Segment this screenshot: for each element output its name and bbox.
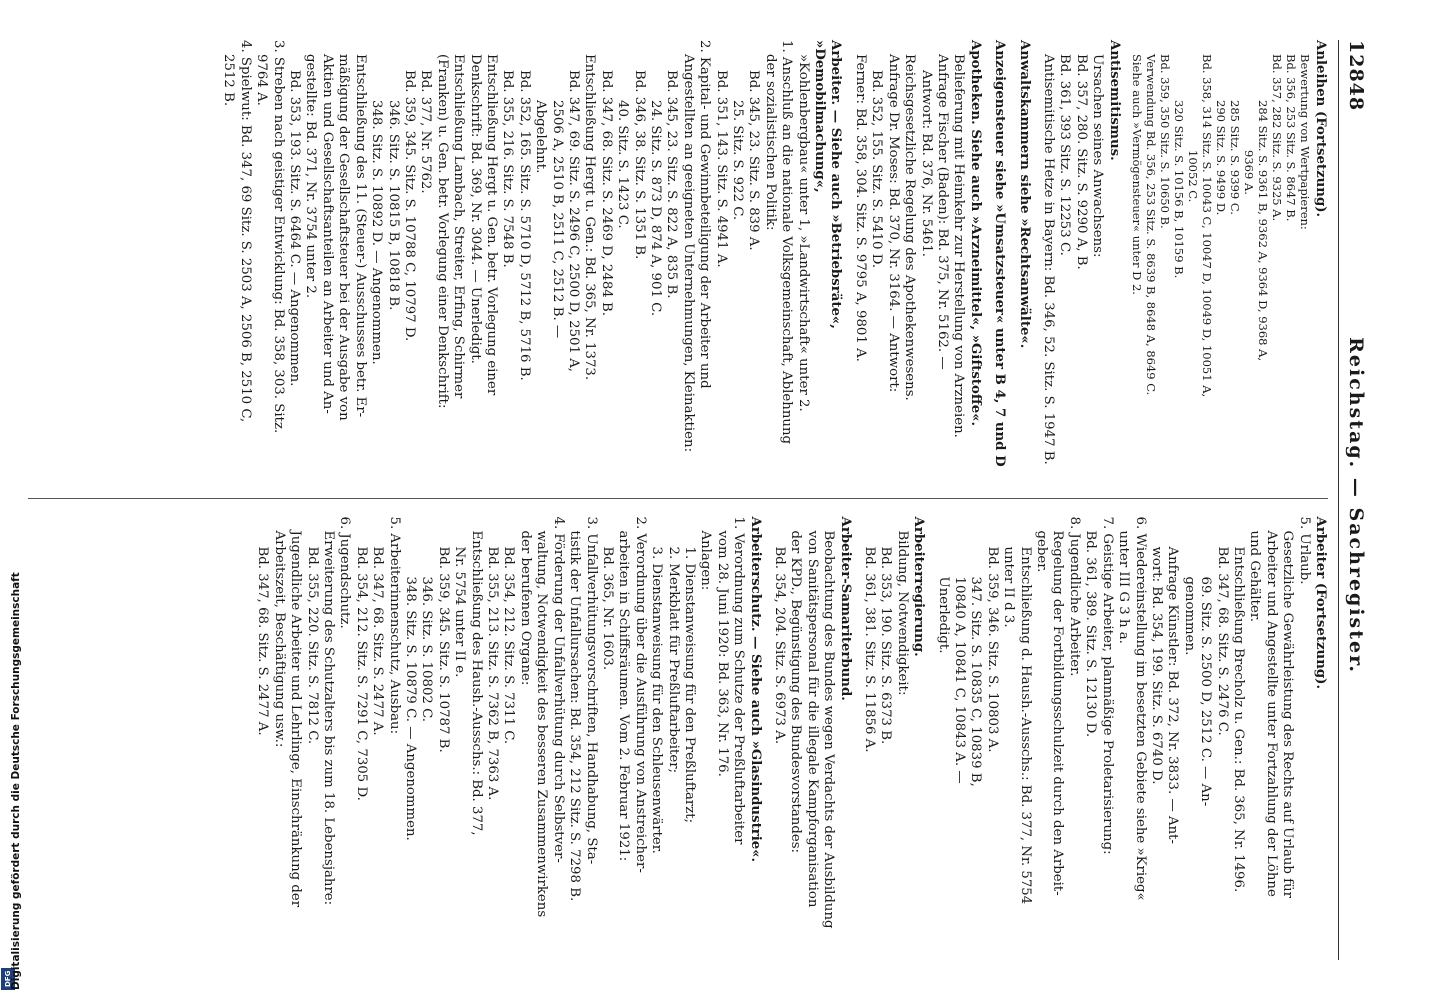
entry-line: Unerledigt.: [935, 576, 951, 654]
entry-line: 2506 A, 2510 B, 2511 C, 2512 B. —: [549, 100, 565, 339]
entry-line: tistik der Unfallursachen: Bd. 354, 212 Sitz. S. 7298 B.: [567, 530, 583, 902]
entry-line: Bd. 361, 389. Sitz. S. 12130 D.: [1083, 530, 1099, 738]
entry-line: der KPD., Begünstigung des Bundesvorstandes:: [788, 530, 804, 854]
entry-line: Regelung der Fortbildungsschulzeit durch den Arbeit-: [1050, 530, 1066, 896]
entry-line: geber.: [1034, 530, 1050, 573]
entry-line: 1. Dienstanweisung für den Preßluftarzt;: [681, 546, 697, 824]
entry-line: Bd. 347, 68. Sitz. S. 2476 C.: [1214, 546, 1230, 736]
entry-line: Entschließung Hergt u. Gen.: Bd. 365, Nr. 1373.: [582, 54, 598, 381]
entry-line: 8. Jugendliche Arbeiter.: [1066, 516, 1082, 677]
entry-line: 5. Arbeiterinnenschutz, Ausbau:: [386, 516, 402, 735]
entry-line: Jugendliche Arbeiter und Lehrlinge, Einschränkung der: [288, 530, 304, 908]
entry-heading: Apotheken. Siehe auch »Arzneimittel«, »Giftstoffe«.: [967, 40, 983, 427]
entry-line: Bd. 354, 212. Sitz. S. 7291 C, 7305 D.: [353, 546, 369, 801]
entry-line: Bd. 357, 280. Sitz. S. 9290 A, B.: [1073, 54, 1089, 270]
entry-line: 346. Sitz. S. 10815 B, 10818 B.: [385, 100, 401, 311]
entry-line: Bd. 365, Nr. 1603.: [599, 546, 615, 671]
entry-line: 69. Sitz. S. 2500 D, 2512 C. — An-: [1198, 576, 1214, 807]
entry-line: unter II d 3.: [1001, 546, 1017, 628]
entry-line: 2. Kapital- und Gewinnbeteiligung der Arbeiter und: [697, 40, 713, 389]
entry-line: 9369 A.: [1241, 150, 1256, 195]
digitization-credit: Digitalisierung gefördert durch die Deutsche Forschungsgemeinschaft: [10, 572, 22, 990]
entry-line: Anfrage Künstler: Bd. 372, Nr. 3833. — Ant-: [1165, 546, 1181, 844]
entry-line: genommen.: [1181, 576, 1197, 656]
entry-line: gestellte: Bd. 371, Nr. 3754 unter 2.: [303, 54, 319, 299]
entry-line: Bd. 353, 193. Sitz. S. 6464 C. — Angenommen.: [287, 70, 303, 387]
entry-line: 284 Sitz. S. 9361 B, 9362 A, 9364 D, 9368 A,: [1255, 100, 1270, 362]
entry-line: Bd. 359, 345. Sitz. S. 10787 B.: [435, 546, 451, 753]
entry-line: mäßigung der Gesellschaftsteuer bei der Ausgabe von: [336, 54, 352, 421]
entry-line: 290 Sitz. S. 9499 D.: [1213, 100, 1228, 216]
entry-line: Ferner: Bd. 358, 304. Sitz. S. 9795 A, 9801 A.: [852, 54, 868, 362]
entry-line: Anlagen:: [698, 530, 714, 591]
entry-line: Bd. 359, 350 Sitz. S. 10650 B.: [1157, 54, 1172, 229]
entry-line: Entschließung Hergt u. Gen. betr. Vorlegung einer: [483, 54, 499, 396]
entry-line: Entschließung Lambach, Streiter, Erfing, Schirmer: [451, 54, 467, 399]
entry-line: Aktien und Gesellschaftsanteilen an Arbeiter und An-: [319, 54, 335, 414]
entry-line: wort: Bd. 354, 199. Sitz. S. 6740 D.: [1148, 546, 1164, 785]
entry-line: Antwort: Bd. 376, Nr. 5461.: [918, 70, 934, 257]
entry-line: 2512 B.: [221, 54, 237, 107]
entry-line: Bd. 347, 68. Sitz. S. 2477 A.: [370, 546, 386, 736]
right-column: [28, 517, 1328, 961]
entry-line: Nr. 5754 unter II e.: [452, 546, 468, 678]
entry-line: 6. Wiedereinstellung im besetzten Gebiete siehe »Krieg«: [1132, 516, 1148, 901]
entry-line: 4. Förderung der Unfallverhütung durch Selbstver-: [550, 516, 566, 863]
entry-line: 346. Sitz. S. 10802 C.: [419, 576, 435, 723]
entry-line: 25. Sitz. S. 922 C.: [730, 100, 746, 221]
entry-line: 2. Merkblatt für Preßluftarbeiter;: [665, 546, 681, 774]
entry-line: Entschließung des Haush.-Ausschs.: Bd. 377,: [468, 530, 484, 836]
entry-line: 9764 A.: [254, 54, 270, 106]
entry-line: Bd. 355, 220. Sitz. S. 7812 C.: [304, 546, 320, 745]
entry-line: unter III G 3 h a.: [1116, 530, 1132, 644]
entry-heading: Anleihen (Fortsetzung).: [1313, 40, 1328, 218]
entry-heading: Arbeiter (Fortsetzung).: [1313, 516, 1328, 690]
entry-line: 3. Unfallverhütungsvorschriften, Handhabung, Sta-: [583, 516, 599, 865]
entry-line: 1. Verordnung zum Schutze der Preßluftarbeiter: [731, 516, 747, 845]
entry-line: von Sanitätspersonal für die illegale Kampforganisation: [804, 530, 820, 908]
entry-line: Bd. 354, 204. Sitz. S. 6973 A.: [772, 546, 787, 745]
left-column: [28, 40, 1328, 499]
entry-line: der berufenen Organe:: [517, 530, 533, 686]
entry-line: Bd. 356, 253 Sitz. S. 8647 B.: [1283, 54, 1298, 222]
entry-line: Anfrage Dr. Moses: Bd. 370, Nr. 3164. — Antwort:: [885, 54, 901, 393]
entry-line: Belieferung mit Heimkehr zur Herstellung von Arzneien.: [951, 54, 967, 438]
entry-line: Beobachtung des Bundes wegen Verdachts der Ausbildung: [821, 530, 837, 929]
entry-line: Bewertung von Wertpapieren:: [1297, 54, 1312, 230]
entry-heading: Arbeiterregierung.: [911, 516, 927, 657]
entry-line: Entschließung d. Haush.-Ausschs.: Bd. 377, Nr. 5754: [1017, 546, 1033, 905]
entry-line: Verwendung Bd. 356, 253 Sitz. S. 8639 B, 8648 A, 8649 C.: [1143, 54, 1158, 396]
entry-line: Bd. 359, 345. Sitz. S. 10788 C, 10797 D.: [401, 70, 417, 342]
entry-heading: Arbeiterschutz. — Siehe auch »Glasindustrie«.: [747, 516, 763, 863]
entry-line: Anfrage Fischer (Baden): Bd. 375, Nr. 5162. —: [934, 54, 950, 370]
entry-line: [844, 40, 852, 484]
entry-line: 7. Geistige Arbeiter, planmäßige Proletarisierung:: [1099, 516, 1115, 855]
entry-line: Bd. 351, 143. Sitz. S. 4941 A.: [713, 70, 729, 268]
entry-line: [1122, 40, 1130, 484]
entry-line: Bd. 353, 190. Sitz. S. 6373 B.: [878, 546, 894, 745]
entry-line: Antisemitische Hetze in Bayern: Bd. 346, 52. Sitz. S. 1947 B.: [1040, 54, 1056, 465]
entry-line: 5. Urlaub.: [1296, 516, 1312, 585]
entry-line: vom 28. Juni 1920: Bd. 363, Nr. 176.: [714, 530, 730, 777]
entry-line: Bd. 355, 213. Sitz. S. 7362 B, 7363 A.: [485, 546, 501, 801]
entry-line: (Franken) u. Gen. betr. Vorlegung einer Denkschrift:: [434, 54, 450, 409]
entry-line: Ursachen seines Anwachsens:: [1090, 54, 1106, 258]
entry-line: [853, 517, 861, 961]
entry-line: 24. Sitz. S. 873 D, 874 A, 901 C.: [648, 100, 664, 317]
entry-line: waltung, Notwendigkeit des besseren Zusammenwirkens: [534, 530, 550, 918]
entry-line: und Gehälter.: [1247, 530, 1263, 622]
entry-line: Bd. 345, 23. Sitz. S. 822 A, 835 B.: [664, 70, 680, 299]
entry-line: Arbeiter und Angestellte unter Fortzahlung der Löhne: [1263, 530, 1279, 897]
entry-line: Arbeitszeit, Beschäftigung usw.:: [271, 530, 287, 748]
entry-line: 320 Sitz. S. 10156 B, 10159 B.: [1171, 100, 1186, 279]
columns: [28, 40, 1328, 960]
entry-line: Entschließung des 11. (Steuer-) Ausschusses betr. Er-: [352, 54, 368, 418]
entry-heading: Anzeigensteuer siehe »Umsatzsteuer« unter B 4, 7 und D: [992, 40, 1008, 467]
entry-line: Entschließung Brecholz u. Gen.: Bd. 365, Nr. 1496.: [1230, 546, 1246, 893]
entry-line: Bd. 347, 68. Sitz. S. 2477 A.: [255, 546, 271, 736]
page-header: [1338, 40, 1367, 960]
entry-line: Gesetzliche Gewährleistung des Rechts auf Urlaub für: [1280, 530, 1296, 899]
entry-line: der sozialistischen Politik:: [762, 54, 778, 231]
entry-line: Bd. 361, 393 Sitz. S. 12253 C.: [1057, 54, 1073, 256]
entry-line: Angestellten an geeigneten Unternehmungen, Kleinaktien:: [680, 54, 696, 453]
entry-line: [1032, 40, 1040, 484]
entry-line: Bd. 346, 38. Sitz. S. 1351 B.: [631, 70, 647, 260]
entry-heading: Arbeiter. — Siehe auch »Betriebsräte«, »Demobilmachung«,: [812, 40, 844, 334]
entry-line: [1007, 40, 1015, 484]
entry-line: Bd. 354, 212. Sitz. S. 7311 C.: [501, 546, 517, 745]
entry-line: 1. Anschluß an die nationale Volksgemeinschaft, Ablehnung: [779, 40, 795, 445]
entry-line: Siehe auch »Vermögensteuer« unter D 2.: [1129, 54, 1144, 295]
entry-line: Bd. 345, 23. Sitz. S. 839 A.: [746, 70, 762, 251]
entry-line: Bd. 355, 216. Sitz. S. 7548 B.: [500, 70, 516, 268]
entry-line: Erweiterung des Schutzalters bis zum 18. Lebensjahre:: [321, 530, 337, 906]
entry-line: Reichsgesetzliche Regelung des Apothekenwesens.: [902, 54, 918, 401]
entry-line: Bd. 357, 282 Sitz. S. 9325 A.: [1269, 54, 1284, 222]
entry-line: Bd. 347, 68. Sitz. S. 2469 D, 2484 B.: [598, 70, 614, 316]
entry-line: 348. Sitz. S. 10892 D. — Angenommen.: [369, 100, 385, 365]
entry-line: 10840 A, 10841 C, 10843 A. —: [952, 576, 968, 784]
entry-line: Bd. 347, 69. Sitz. S. 2496 C, 2500 D, 2501 A,: [566, 70, 581, 373]
entry-heading: Arbeiter-Samariterbund.: [837, 516, 853, 701]
entry-line: Denkschrift: Bd. 369, Nr. 3044. — Unerledigt.: [467, 54, 483, 364]
entry-line: Bildung, Notwendigkeit:: [894, 530, 910, 696]
entry-line: 4. Spielwut: Bd. 347, 69 Sitz. S. 2503 A, 2506 B, 2510 C,: [237, 40, 253, 423]
entry-line: [983, 40, 991, 484]
entry-line: [763, 517, 771, 961]
dfg-logo: DFG: [1, 968, 15, 990]
entry-line: 347. Sitz. S. 10835 C, 10839 B,: [968, 576, 984, 787]
entry-heading: Antisemitismus.: [1106, 40, 1122, 161]
entry-line: 3. Dienstanweisung für den Schleusenwärter.: [649, 546, 665, 854]
entry-line: 285 Sitz. S. 9399 C.: [1227, 100, 1242, 215]
entry-line: Bd. 361, 381. Sitz. S. 11856 A.: [862, 546, 878, 753]
entry-line: Bd. 377, Nr. 5762.: [418, 70, 434, 194]
entry-line: 2. Verordnung über die Ausführung von Anstreicher-: [632, 516, 648, 873]
entry-line: Bd. 359, 346. Sitz. S. 10803 A.: [984, 546, 1000, 753]
entry-line: 10052 C.: [1185, 150, 1200, 203]
entry-line: arbeiten in Schiffsräumen. Vom 2. Februar 1921:: [616, 530, 632, 862]
entry-line: Bd. 352, 155. Sitz. S. 5410 D.: [869, 70, 885, 269]
entry-heading: Anwaltskammern siehe »Rechtsanwälte«.: [1016, 40, 1032, 349]
entry-line: 348. Sitz. S. 10879 C. — Angenommen.: [403, 576, 419, 841]
entry-line: 3. Streben nach geistiger Entwicklung: Bd. 358, 303. Sitz.: [270, 40, 286, 434]
page-number: 12848: [1345, 40, 1367, 112]
entry-line: Bd. 358, 314 Sitz. S. 10043 C, 10047 D, 10049 D, 10051 A,: [1199, 54, 1214, 398]
entry-line: »Kohlenbergbau« unter 1, »Landwirtschaft« unter 2.: [795, 54, 811, 412]
running-title: Reichstag. — Sachregister.: [1345, 337, 1367, 674]
entry-line: 40. Sitz. S. 1423 C.: [615, 100, 631, 229]
entry-line: 6. Jugendschutz.: [337, 516, 353, 629]
entry-line: Bd. 352, 165. Sitz. S. 5710 D, 5712 B, 5716 B.: [516, 70, 532, 381]
entry-line: [926, 517, 934, 961]
entry-line: Abgelehnt.: [533, 100, 549, 174]
